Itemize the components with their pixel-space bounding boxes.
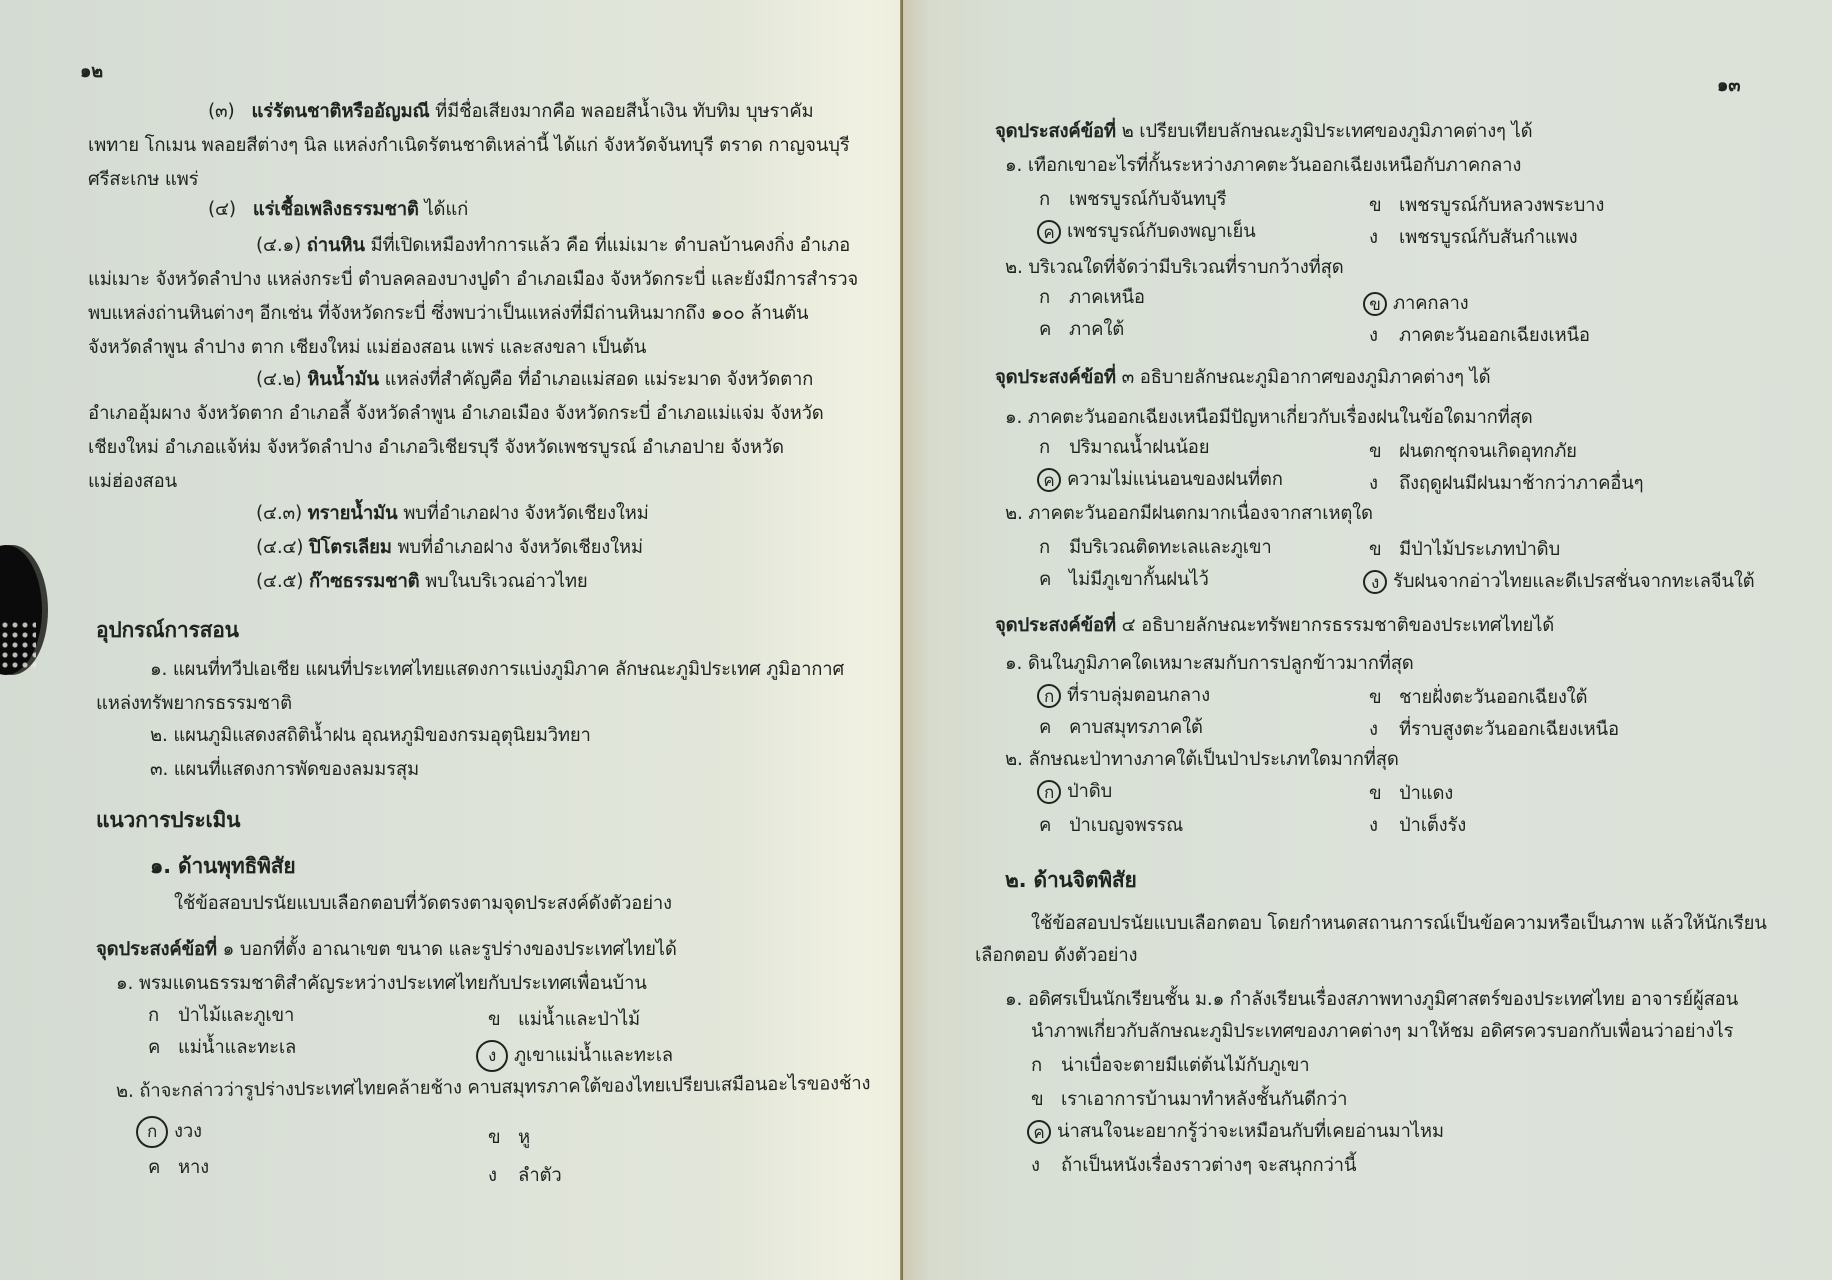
choice-text: ป่าเบญจพรรณ [1069, 815, 1184, 836]
choice-letter: ก [1039, 437, 1051, 458]
choice [148, 1036, 296, 1060]
choice-letter: ค [1039, 717, 1052, 738]
text-line: แหล่งทรัพยากรธรรมชาติ [96, 693, 292, 714]
section-heading-teaching-materials: อุปกรณ์การสอน [96, 618, 239, 642]
objective-label: จุดประสงค์ข้อที่ [995, 367, 1116, 388]
subitem-coal [256, 234, 850, 258]
choice-correct [476, 1040, 673, 1072]
choice-text: ที่ราบสูงตะวันออกเฉียงเหนือ [1399, 719, 1619, 740]
choice-text: ฝนตกชุกจนเกิดอุทกภัย [1399, 441, 1577, 462]
choice-text: หาง [178, 1157, 210, 1178]
text-line: เชียงใหม่ อำเภอแจ้ห่ม จังหวัดลำปาง อำเภอวิเชียรบุรี จังหวัดเพชรบูรณ์ อำเภอปาย จังหวัด [88, 437, 784, 458]
question: ๑. เทือกเขาอะไรที่กั้นระหว่างภาคตะวันออกเฉียงเหนือกับภาคกลาง [1005, 155, 1522, 176]
answer-circle-icon: ค [1027, 1120, 1051, 1144]
item-label: (๔.๑) [256, 235, 302, 256]
text-line: ศรีสะเกษ แพร่ [88, 169, 199, 190]
text-line: นำภาพเกี่ยวกับลักษณะภูมิประเทศของภาคต่างๆ มาให้ชม อดิศรควรบอกกับเพื่อนว่าอย่างไร [1031, 1021, 1734, 1042]
choice-text: เพชรบูรณ์กับสันกำแพง [1399, 227, 1578, 248]
objective-3 [995, 366, 1491, 390]
choice [1369, 538, 1560, 562]
choice-correct [1037, 468, 1283, 492]
choice [1031, 1154, 1356, 1178]
item-label: (๓) [208, 101, 235, 122]
section-heading-assessment: แนวการประเมิน [96, 808, 241, 832]
choice-letter: ข [1369, 195, 1382, 216]
subsection-heading-affective: ๒. ด้านจิตพิสัย [1005, 868, 1137, 892]
question: ๒. บริเวณใดที่จัดว่ามีบริเวณที่ราบกว้างที่สุด [1005, 257, 1344, 278]
affective-intro: ใช้ข้อสอบปรนัยแบบเลือกตอบ โดยกำหนดสถานการณ์เป็นข้อความหรือเป็นภาพ แล้วให้นักเรียน [1031, 913, 1767, 934]
choice-letter: ก [1039, 287, 1051, 308]
choice-letter: ข [488, 1127, 501, 1148]
text-line: อำเภออุ้มผาง จังหวัดตาก อำเภอลี้ จังหวัดลำพูน อำเภอเมือง จังหวัดกระบี่ อำเภอแม่แจ่ม จังหวัด [88, 403, 824, 424]
question: ๒. ลักษณะป่าทางภาคใต้เป็นป่าประเภทใดมากที่สุด [1005, 749, 1399, 770]
choice-letter: ข [1369, 539, 1382, 560]
item-label: (๔) [208, 199, 236, 220]
choice-text: คาบสมุทรภาคใต้ [1069, 717, 1203, 738]
choice-letter: ง [1369, 227, 1378, 248]
choice-text: ความไม่แน่นอนของฝนที่ตก [1067, 469, 1283, 490]
right-page [903, 0, 1832, 1280]
item-term: แร่เชื้อเพลิงธรรมชาติ [252, 199, 419, 220]
choice-text: งวง [174, 1121, 202, 1142]
choice [1369, 814, 1466, 838]
choice-text: แม่น้ำและทะเล [178, 1037, 297, 1058]
choice [1369, 226, 1577, 250]
text-line: พบแหล่งถ่านหินต่างๆ อีกเช่น ที่จังหวัดกระบี่ ซึ่งพบว่าเป็นแหล่งที่มีถ่านหินมากถึง ๑๐๐ ล้านตัน [88, 303, 809, 324]
objective-text: ๒ เปรียบเทียบลักษณะภูมิประเทศของภูมิภาคต่างๆ ได้ [1121, 121, 1533, 142]
choice [148, 1004, 294, 1028]
choice [1039, 814, 1183, 838]
answer-circle-icon: ง [476, 1040, 508, 1072]
text-line: เลือกตอบ ดังตัวอย่าง [975, 945, 1138, 966]
choice-text: ไม่มีภูเขากั้นฝนไว้ [1069, 569, 1209, 590]
choice-text: ป่าแดง [1399, 783, 1454, 804]
text-line: ได้แก่ [424, 199, 469, 220]
text-line: พบที่อำเภอฝาง จังหวัดเชียงใหม่ [403, 503, 649, 524]
choice-letter: ค [1039, 319, 1052, 340]
choice-letter: ก [1039, 189, 1051, 210]
choice-letter: ข [1369, 441, 1382, 462]
objective-text: ๔ อธิบายลักษณะทรัพยากรธรรมชาติของประเทศไทยได้ [1121, 615, 1555, 636]
choice-letter: ค [1039, 815, 1052, 836]
question: ๒. ภาคตะวันออกมีฝนตกมากเนื่องจากสาเหตุใด [1005, 503, 1373, 524]
item-term: แร่รัตนชาติหรืออัญมณี [251, 101, 430, 122]
choice-text: เราเอาการบ้านมาทำหลังชั้นกันดีกว่า [1061, 1089, 1348, 1110]
cognitive-intro: ใช้ข้อสอบปรนัยแบบเลือกตอบที่วัดตรงตามจุดประสงค์ดังตัวอย่าง [174, 893, 672, 914]
choice-text: ภาคเหนือ [1069, 287, 1145, 308]
choice [1039, 318, 1124, 342]
choice [1369, 782, 1453, 806]
choice-text: น่าเบื่อจะตายมีแต่ต้นไม้กับภูเขา [1061, 1055, 1310, 1076]
objective-label: จุดประสงค์ข้อที่ [995, 121, 1116, 142]
choice-correct [1363, 292, 1469, 316]
choice-letter: ง [488, 1165, 497, 1186]
choice [1039, 536, 1272, 560]
choice [1369, 440, 1577, 464]
choice-text: รับฝนจากอ่าวไทยและดีเปรสชั่นจากทะเลจีนใต้ [1393, 571, 1755, 592]
question: ๑. ดินในภูมิภาคใดเหมาะสมกับการปลูกข้าวมากที่สุด [1005, 653, 1414, 674]
choice [1031, 1054, 1309, 1078]
choice [1039, 716, 1203, 740]
choice-text: เพชรบูรณ์กับจันทบุรี [1069, 189, 1227, 210]
choice-letter: ค [1039, 569, 1052, 590]
text-line: มีที่เปิดเหมืองทำการแล้ว คือ ที่แม่เมาะ ตำบลบ้านคงกิ่ง อำเภอ [370, 235, 850, 256]
binding-hole-edge [0, 620, 36, 670]
choice-letter: ง [1369, 473, 1378, 494]
objective-label: จุดประสงค์ข้อที่ [995, 615, 1116, 636]
choice-letter: ก [148, 1005, 160, 1026]
choice-text: เพชรบูรณ์กับดงพญาเย็น [1067, 221, 1256, 242]
choice [1369, 324, 1590, 348]
objective-label: จุดประสงค์ข้อที่ [96, 939, 217, 960]
objective-4 [995, 614, 1554, 638]
subitem-oil-shale [256, 368, 813, 392]
choice-text: ชายฝั่งตะวันออกเฉียงใต้ [1399, 687, 1588, 708]
choice [148, 1156, 209, 1180]
choice [1039, 286, 1145, 310]
objective-text: ๓ อธิบายลักษณะภูมิอากาศของภูมิภาคต่างๆ ได้ [1121, 367, 1491, 388]
text-line: แม่เมาะ จังหวัดลำปาง แหล่งกระบี่ ตำบลคลองบางปูดำ อำเภอเมือง จังหวัดกระบี่ และยังมีการสำรวจ [88, 269, 859, 290]
choice-text: ป่าเต็งรัง [1399, 815, 1467, 836]
choice-correct [1363, 570, 1754, 594]
text-line: ที่มีชื่อเสียงมากคือ พลอยสีน้ำเงิน ทับทิม บุษราคัม [435, 101, 814, 122]
choice-text: ภาคใต้ [1069, 319, 1125, 340]
materials-item-2: ๒. แผนภูมิแสดงสถิติน้ำฝน อุณหภูมิของกรมอุตุนิยมวิทยา [150, 725, 591, 746]
choice [488, 1126, 530, 1150]
choice [1039, 568, 1209, 592]
item-term: ถ่านหิน [306, 235, 365, 256]
item-label: (๔.๒) [256, 369, 302, 390]
question: ๑. อดิศรเป็นนักเรียนชั้น ม.๑ กำลังเรียนเรื่องสภาพทางภูมิศาสตร์ของประเทศไทย อาจารย์ผู้สอน [1005, 989, 1739, 1010]
text-line: พบในบริเวณอ่าวไทย [425, 571, 588, 592]
item-label: (๔.๕) [256, 571, 304, 592]
choice [1369, 472, 1643, 496]
choice-text: หู [518, 1127, 530, 1148]
subitem-petroleum [256, 536, 643, 560]
choice-text: ป่าดิบ [1067, 781, 1113, 802]
text-line: แม่ฮ่องสอน [88, 471, 178, 492]
choice [1369, 718, 1619, 742]
choice [1031, 1088, 1347, 1112]
answer-circle-icon: ค [1037, 220, 1061, 244]
page-number: ๑๒ [80, 61, 103, 82]
choice-text: มีบริเวณติดทะเลและภูเขา [1069, 537, 1272, 558]
choice-letter: ก [1039, 537, 1051, 558]
item-term: ปิโตรเลียม [309, 537, 392, 558]
item-term: ทรายน้ำมัน [307, 503, 398, 524]
answer-circle-icon: ค [1037, 468, 1061, 492]
question: ๑. พรมแดนธรรมชาติสำคัญระหว่างประเทศไทยกับประเทศเพื่อนบ้าน [116, 973, 647, 994]
answer-circle-icon: ก [1037, 780, 1061, 804]
item-label: (๔.๓) [256, 503, 302, 524]
question: ๒. ถ้าจะกล่าวว่ารูปร่างประเทศไทยคล้ายช้าง คาบสมุทรภาคใต้ของไทยเปรียบเสมือนอะไรของช้าง [115, 1073, 871, 1102]
choice-text: ถึงฤดูฝนมีฝนมาช้ากว่าภาคอื่นๆ [1399, 473, 1644, 494]
choice-letter: ง [1369, 325, 1378, 346]
choice-text: ภาคกลาง [1393, 293, 1469, 314]
materials-item-1: ๑. แผนที่ทวีปเอเชีย แผนที่ประเทศไทยแสดงการแบ่งภูมิภาค ลักษณะภูมิประเทศ ภูมิอากาศ [150, 659, 845, 680]
answer-circle-icon: ข [1363, 292, 1387, 316]
subitem-natural-gas [256, 570, 588, 594]
answer-circle-icon: ก [1037, 684, 1061, 708]
paragraph-gemstones [208, 100, 814, 124]
choice-letter: ง [1031, 1155, 1040, 1176]
choice-text: ปริมาณน้ำฝนน้อย [1069, 437, 1210, 458]
text-line: พบที่อำเภอฝาง จังหวัดเชียงใหม่ [397, 537, 643, 558]
choice [1369, 686, 1587, 710]
choice-text: ภาคตะวันออกเฉียงเหนือ [1399, 325, 1590, 346]
choice-correct [1037, 780, 1112, 804]
objective-2 [995, 120, 1532, 144]
choice-correct [1037, 220, 1256, 244]
choice-text: ถ้าเป็นหนังเรื่องราวต่างๆ จะสนุกกว่านี้ [1061, 1155, 1357, 1176]
choice-correct [1027, 1120, 1444, 1144]
choice [1369, 194, 1604, 218]
choice-text: ลำตัว [518, 1165, 562, 1186]
choice [488, 1008, 640, 1032]
choice-correct [1037, 684, 1210, 708]
choice-text: ที่ราบลุ่มตอนกลาง [1067, 685, 1210, 706]
item-term: ก๊าซธรรมชาติ [309, 571, 420, 592]
question: ๑. ภาคตะวันออกเฉียงเหนือมีปัญหาเกี่ยวกับเรื่องฝนในข้อใดมากที่สุด [1005, 407, 1533, 428]
choice [488, 1164, 562, 1188]
choice-letter: ค [148, 1157, 161, 1178]
choice-letter: ก [1031, 1055, 1043, 1076]
choice-letter: ง [1369, 719, 1378, 740]
item-label: (๔.๔) [256, 537, 304, 558]
subitem-oil-sand [256, 502, 649, 526]
materials-item-3: ๓. แผนที่แสดงการพัดของลมมรสุม [150, 759, 419, 780]
choice-text: น่าสนใจนะอยากรู้ว่าจะเหมือนกับที่เคยอ่านมาไหม [1057, 1121, 1444, 1142]
paragraph-fuel-minerals [208, 198, 468, 222]
choice [1039, 188, 1226, 212]
objective-1 [96, 938, 677, 962]
choice-letter: ข [488, 1009, 501, 1030]
page-number: ๑๓ [1717, 75, 1741, 96]
choice-text: มีป่าไม้ประเภทป่าดิบ [1399, 539, 1561, 560]
choice-text: เพชรบูรณ์กับหลวงพระบาง [1399, 195, 1605, 216]
choice-letter: ง [1369, 815, 1378, 836]
choice-text: ภูเขาแม่น้ำและทะเล [514, 1045, 673, 1066]
left-page [0, 0, 903, 1280]
choice [1039, 436, 1209, 460]
item-term: หินน้ำมัน [307, 369, 379, 390]
answer-circle-icon: ง [1363, 570, 1387, 594]
subsection-heading-cognitive: ๑. ด้านพุทธิพิสัย [150, 854, 296, 878]
choice-text: แม่น้ำและป่าไม้ [518, 1009, 640, 1030]
text-line: จังหวัดลำพูน ลำปาง ตาก เชียงใหม่ แม่ฮ่องสอน แพร่ และสงขลา เป็นต้น [88, 337, 647, 358]
objective-text: ๑ บอกที่ตั้ง อาณาเขต ขนาด และรูปร่างของประเทศไทยได้ [222, 939, 677, 960]
choice-letter: ข [1369, 783, 1382, 804]
choice-correct [136, 1116, 202, 1148]
answer-circle-icon: ก [136, 1116, 168, 1148]
text-line: เพทาย โกเมน พลอยสีต่างๆ นิล แหล่งกำเนิดรัตนชาติเหล่านี้ ได้แก่ จังหวัดจันทบุรี ตราด กาญจนบุรี [88, 135, 850, 156]
choice-text: ป่าไม้และภูเขา [178, 1005, 295, 1026]
choice-letter: ค [148, 1037, 161, 1058]
text-line: แหล่งที่สำคัญคือ ที่อำเภอแม่สอด แม่ระมาด จังหวัดตาก [384, 369, 814, 390]
choice-letter: ข [1369, 687, 1382, 708]
choice-letter: ข [1031, 1089, 1044, 1110]
